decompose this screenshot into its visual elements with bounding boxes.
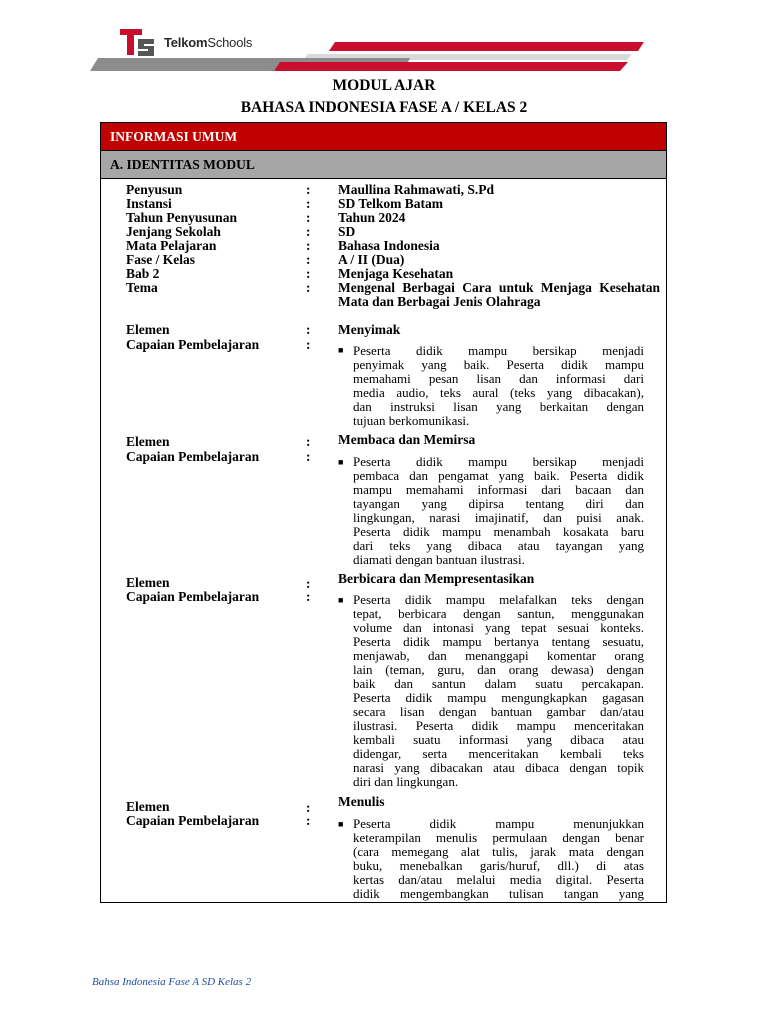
capaian-label: Capaian Pembelajaran — [126, 813, 260, 828]
identity-label: Tahun Penyusunan — [126, 210, 237, 225]
colon: : — [306, 813, 311, 828]
identity-label: Mata Pelajaran — [126, 238, 217, 253]
section-header: INFORMASI UMUM — [101, 123, 666, 151]
identity-label: Tema — [126, 280, 158, 295]
capaian-text: Peserta didik mampu melafalkan teks dengan tepat, berbicara dengan santun, menggunakan volume dan intonasi yang tepat sesuai konteks. Peserta didik mampu bertanya tentang sesuatu, menjawab, dan menanggapi komentar orang lain (teman, guru, dan orang dewasa) dengan baik dan santun dalam suatu percakapan. Peserta didik mampu mengungkapkan gagasan secara lisan dengan bantuan gambar dan/atau ilustrasi. Peserta didik mampu menceritakan kembali suatu informasi yang dibaca atau didengar, serta menceritakan kembali teks narasi yang dibacakan atau dibaca dengan topik diri dan lingkungan. — [353, 592, 644, 789]
colon: : — [306, 266, 311, 281]
bullet-icon: ■ — [338, 819, 344, 829]
colon: : — [306, 224, 311, 239]
capaian-label: Capaian Pembelajaran — [126, 449, 260, 464]
identity-value: A / II (Dua) — [338, 252, 405, 267]
colon: : — [306, 182, 311, 197]
colon: : — [306, 800, 311, 815]
colon: : — [306, 434, 311, 449]
document-subtitle: BAHASA INDONESIA FASE A / KELAS 2 — [240, 99, 528, 116]
bullet-icon: ■ — [338, 457, 344, 467]
colon: : — [306, 280, 311, 295]
page-header — [0, 0, 768, 80]
elemen-label: Elemen — [126, 799, 170, 814]
colon: : — [306, 589, 311, 604]
elemen-name: Membaca dan Memirsa — [338, 432, 476, 447]
elemen-name: Menyimak — [338, 322, 401, 337]
colon: : — [306, 337, 311, 352]
colon: : — [306, 576, 311, 591]
identity-value: Tahun 2024 — [338, 210, 406, 225]
bullet-icon: ■ — [338, 595, 344, 605]
identity-label: Instansi — [126, 196, 172, 211]
header-stripes — [0, 0, 768, 80]
elemen-label: Elemen — [126, 322, 170, 337]
identity-label: Fase / Kelas — [126, 252, 195, 267]
identity-value: SD — [338, 224, 356, 239]
bullet-icon: ■ — [338, 345, 344, 355]
colon: : — [306, 210, 311, 225]
subsection-header: A. IDENTITAS MODUL — [101, 151, 666, 179]
elemen-name: Menulis — [338, 794, 385, 809]
telkom-schools-logo-icon — [120, 29, 160, 57]
theme-value: Mengenal Berbagai Cara untuk Menjaga Kesehatan Mata dan Berbagai Jenis Olahraga — [338, 280, 660, 309]
capaian-text: Peserta didik mampu bersikap menjadi pembaca dan pengamat yang baik. Peserta didik mampu memahami informasi dari bacaan dan tayangan yang dipirsa tentang diri dan lingkungan, narasi imajinatif, dan puisi anak. Peserta didik mampu menambah kosakata baru dari teks yang dibaca atau tayangan yang diamati dengan bantuan ilustrasi. — [353, 454, 644, 567]
capaian-text: Peserta didik mampu menunjukkan keterampilan menulis permulaan dengan benar (cara memegang alat tulis, jarak mata dengan buku, menebalkan garis/huruf, dll.) di atas kertas dan/atau melalui media digital. Peserta didik mengembangkan tulisan tangan yang — [353, 816, 644, 901]
colon: : — [306, 449, 311, 464]
document-title: MODUL AJAR — [332, 77, 436, 94]
page-footer: Bahsa Indonesia Fase A SD Kelas 2 — [92, 976, 252, 988]
elemen-label: Elemen — [126, 575, 170, 590]
identity-value: Menjaga Kesehatan — [338, 266, 454, 281]
identity-value: Bahasa Indonesia — [338, 238, 440, 253]
identity-value: Maullina Rahmawati, S.Pd — [338, 182, 495, 197]
module-table — [100, 122, 667, 903]
colon: : — [306, 196, 311, 211]
colon: : — [306, 252, 311, 267]
elemen-label: Elemen — [126, 434, 170, 449]
identity-label: Penyusun — [126, 182, 183, 197]
identity-label: Bab 2 — [126, 266, 160, 281]
identity-value: SD Telkom Batam — [338, 196, 444, 211]
colon: : — [306, 322, 311, 337]
identity-label: Jenjang Sekolah — [126, 224, 221, 239]
capaian-text: Peserta didik mampu bersikap menjadi penyimak yang baik. Peserta didik mampu memahami pesan lisan dan informasi dari media audio, teks aural (teks yang dibacakan), dan instruksi lisan yang berkaitan dengan tujuan berkomunikasi. — [353, 343, 644, 428]
brand-name: TelkomSchools — [164, 35, 253, 50]
capaian-label: Capaian Pembelajaran — [126, 337, 260, 352]
capaian-label: Capaian Pembelajaran — [126, 589, 260, 604]
colon: : — [306, 238, 311, 253]
elemen-name: Berbicara dan Mempresentasikan — [338, 571, 535, 586]
